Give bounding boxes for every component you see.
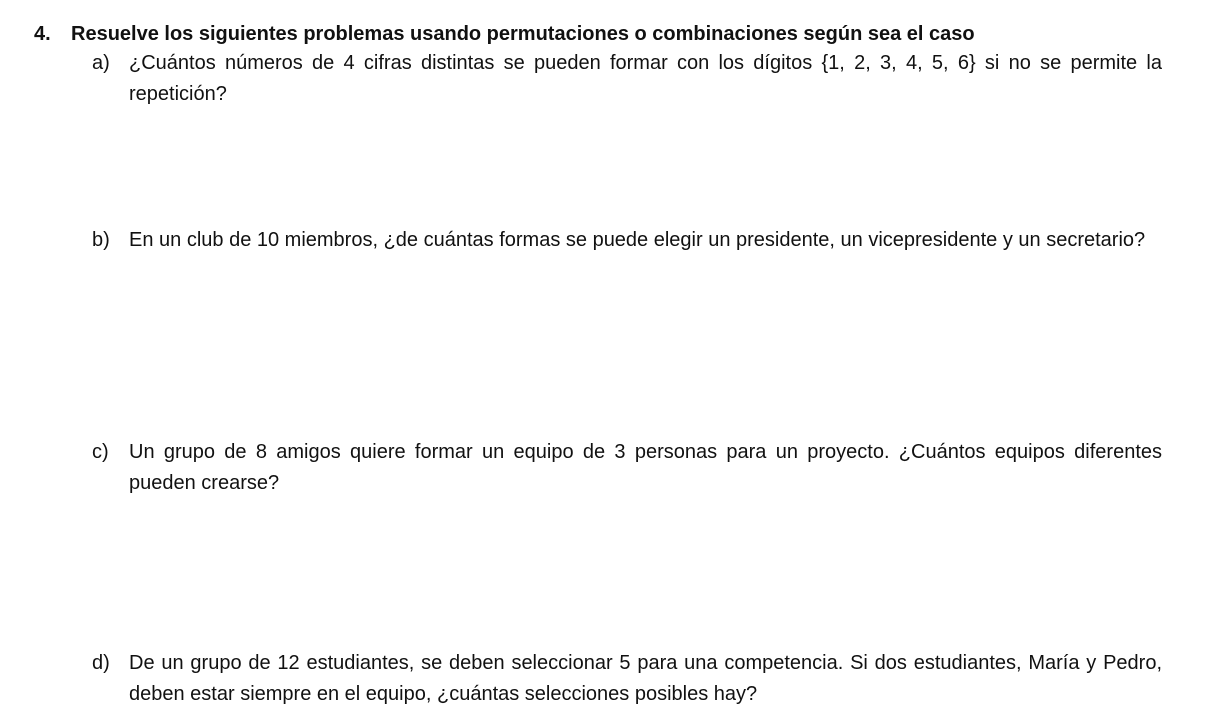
problem-item-c xyxy=(92,437,1162,499)
problem-text: De un grupo de 12 estudiantes, se deben seleccionar 5 para una competencia. Si dos estudiantes, María y Pedro, deben estar siempre en el equipo, ¿cuántas selecciones posibles hay? xyxy=(129,652,1162,705)
problem-text: Un grupo de 8 amigos quiere formar un equipo de 3 personas para un proyecto. ¿Cuántos equipos diferentes pueden crearse? xyxy=(129,441,1162,494)
problem-letter: c) xyxy=(92,441,109,463)
problem-item-b xyxy=(92,225,1162,256)
problem-letter: b) xyxy=(92,229,110,251)
problem-letter: d) xyxy=(92,652,110,674)
problem-text: ¿Cuántos números de 4 cifras distintas se pueden formar con los dígitos {1, 2, 3, 4, 5, 6} si no se permite la repetición? xyxy=(129,52,1162,105)
section-heading xyxy=(34,20,975,48)
problem-letter: a) xyxy=(92,52,110,74)
problem-item-a xyxy=(92,48,1162,110)
problem-text: En un club de 10 miembros, ¿de cuántas formas se puede elegir un presidente, un vicepresidente y un secretario? xyxy=(129,229,1146,251)
section-number: 4. xyxy=(34,23,51,45)
problem-item-d xyxy=(92,648,1162,710)
section-title: Resuelve los siguientes problemas usando permutaciones o combinaciones según sea el caso xyxy=(71,23,975,45)
